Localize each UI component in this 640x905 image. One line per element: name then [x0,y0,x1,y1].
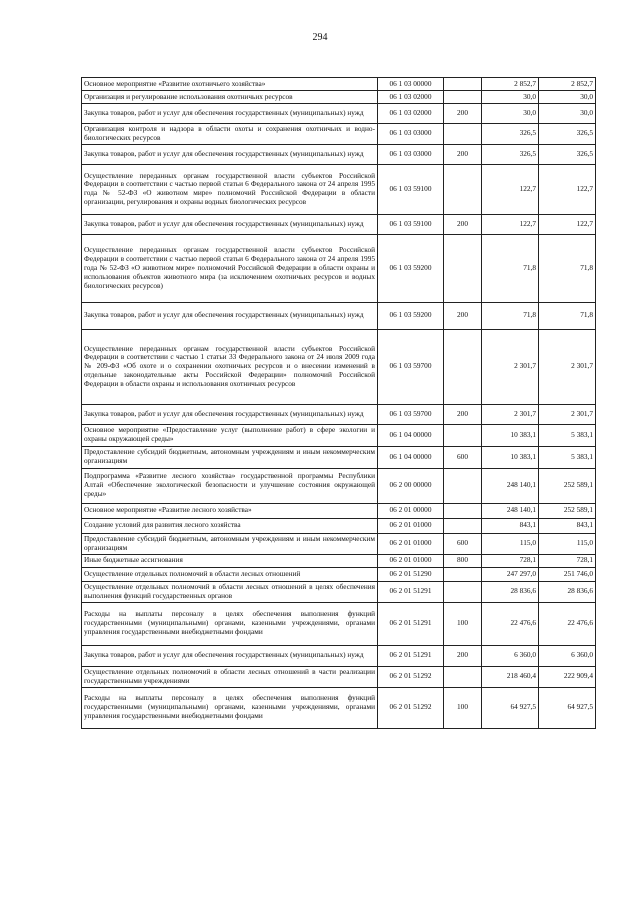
row-sum-year2-cell: 64 927,5 [539,687,596,728]
row-expense-type-cell: 200 [444,302,482,329]
row-sum-year2-cell: 5 383,1 [539,446,596,468]
row-expense-type-cell: 200 [444,214,482,234]
row-name-cell: Закупка товаров, работ и услуг для обеспечения государственных (муниципальных) нужд [82,214,378,234]
budget-table-body [82,78,596,729]
row-name-cell: Осуществление отдельных полномочий в области лесных отношений в части реализации государственными учреждениями [82,666,378,687]
row-expense-type-cell [444,581,482,602]
row-expense-type-cell [444,468,482,503]
row-sum-year1-cell: 122,7 [482,164,539,214]
row-sum-year1-cell: 248 140,1 [482,468,539,503]
row-sum-year2-cell: 5 383,1 [539,424,596,446]
row-expense-type-cell [444,234,482,302]
row-name-cell: Закупка товаров, работ и услуг для обеспечения государственных (муниципальных) нужд [82,302,378,329]
row-code-cell: 06 1 03 59200 [378,234,444,302]
row-expense-type-cell [444,78,482,91]
row-sum-year1-cell: 326,5 [482,144,539,164]
table-row [82,124,596,145]
row-code-cell: 06 2 01 51292 [378,666,444,687]
row-sum-year2-cell: 326,5 [539,144,596,164]
row-code-cell: 06 1 03 59700 [378,404,444,424]
row-code-cell: 06 2 01 51291 [378,645,444,666]
row-sum-year2-cell: 115,0 [539,533,596,554]
row-sum-year1-cell: 122,7 [482,214,539,234]
row-sum-year1-cell: 71,8 [482,302,539,329]
row-sum-year1-cell: 2 852,7 [482,78,539,91]
row-sum-year1-cell: 115,0 [482,533,539,554]
table-row [82,446,596,468]
page-number: 294 [312,32,328,43]
row-code-cell: 06 1 03 59700 [378,329,444,404]
table-row [82,518,596,533]
row-sum-year1-cell: 326,5 [482,124,539,145]
row-code-cell: 06 2 01 51290 [378,567,444,581]
table-row [82,581,596,602]
row-sum-year1-cell: 64 927,5 [482,687,539,728]
row-name-cell: Закупка товаров, работ и услуг для обеспечения государственных (муниципальных) нужд [82,104,378,124]
row-sum-year2-cell: 71,8 [539,302,596,329]
row-sum-year1-cell: 248 140,1 [482,503,539,518]
table-row [82,602,596,645]
row-expense-type-cell [444,329,482,404]
row-expense-type-cell [444,91,482,104]
row-name-cell: Организация контроля и надзора в области охоты и сохранения охотничьих и водно-биологических ресурсов [82,124,378,145]
row-name-cell: Расходы на выплаты персоналу в целях обеспечения выполнения функций государственными (муниципальными) органами, казенными учреждениями, органами управления государственными внебюджетными фондами [82,687,378,728]
row-sum-year1-cell: 10 383,1 [482,424,539,446]
row-sum-year2-cell: 28 836,6 [539,581,596,602]
row-name-cell: Осуществление отдельных полномочий в области лесных отношений [82,567,378,581]
row-expense-type-cell [444,424,482,446]
row-expense-type-cell: 200 [444,104,482,124]
table-row [82,645,596,666]
row-sum-year2-cell: 251 746,0 [539,567,596,581]
row-sum-year2-cell: 30,0 [539,104,596,124]
row-sum-year2-cell: 71,8 [539,234,596,302]
table-row [82,567,596,581]
table-row [82,424,596,446]
row-sum-year2-cell: 728,1 [539,554,596,567]
row-sum-year2-cell: 252 589,1 [539,503,596,518]
row-code-cell: 06 2 01 00000 [378,503,444,518]
row-sum-year1-cell: 6 360,0 [482,645,539,666]
row-name-cell: Закупка товаров, работ и услуг для обеспечения государственных (муниципальных) нужд [82,144,378,164]
row-code-cell: 06 1 03 02000 [378,91,444,104]
row-name-cell: Закупка товаров, работ и услуг для обеспечения государственных (муниципальных) нужд [82,404,378,424]
row-expense-type-cell [444,567,482,581]
row-sum-year2-cell: 2 852,7 [539,78,596,91]
table-row [82,214,596,234]
row-name-cell: Основное мероприятие «Предоставление услуг (выполнение работ) в сфере экологии и охраны окружающей среды» [82,424,378,446]
row-code-cell: 06 1 03 59200 [378,302,444,329]
row-name-cell: Основное мероприятие «Развитие охотничьего хозяйства» [82,78,378,91]
table-row [82,234,596,302]
row-sum-year1-cell: 30,0 [482,104,539,124]
row-expense-type-cell [444,164,482,214]
row-expense-type-cell: 100 [444,602,482,645]
row-sum-year1-cell: 728,1 [482,554,539,567]
row-sum-year1-cell: 2 301,7 [482,329,539,404]
table-row [82,666,596,687]
table-row [82,104,596,124]
row-sum-year2-cell: 6 360,0 [539,645,596,666]
table-row [82,164,596,214]
row-name-cell: Закупка товаров, работ и услуг для обеспечения государственных (муниципальных) нужд [82,645,378,666]
table-row [82,687,596,728]
row-code-cell: 06 2 01 51291 [378,602,444,645]
row-code-cell: 06 1 03 03000 [378,124,444,145]
budget-table [81,77,596,729]
row-expense-type-cell: 200 [444,144,482,164]
row-sum-year1-cell: 30,0 [482,91,539,104]
table-row [82,329,596,404]
row-code-cell: 06 2 00 00000 [378,468,444,503]
table-row [82,91,596,104]
row-expense-type-cell: 600 [444,446,482,468]
row-sum-year2-cell: 252 589,1 [539,468,596,503]
row-expense-type-cell [444,518,482,533]
row-code-cell: 06 2 01 01000 [378,533,444,554]
table-row [82,404,596,424]
row-expense-type-cell [444,503,482,518]
row-sum-year2-cell: 122,7 [539,164,596,214]
row-sum-year1-cell: 2 301,7 [482,404,539,424]
row-expense-type-cell: 600 [444,533,482,554]
row-code-cell: 06 1 04 00000 [378,424,444,446]
row-name-cell: Предоставление субсидий бюджетным, автономным учреждениям и иным некоммерческим организациям [82,533,378,554]
table-row [82,554,596,567]
row-code-cell: 06 2 01 01000 [378,518,444,533]
row-name-cell: Осуществление переданных органам государственной власти субъектов Российской Федерации в соответствии с частью первой статьи 6 Федерального закона от 24 апреля 1995 года № 52-ФЗ «О животном мире» полномочий Российской Федерации в области организации, регулирования и охраны водных биологических ресурсов [82,164,378,214]
row-sum-year2-cell: 2 301,7 [539,404,596,424]
row-expense-type-cell [444,666,482,687]
row-code-cell: 06 2 01 51291 [378,581,444,602]
row-sum-year2-cell: 2 301,7 [539,329,596,404]
row-sum-year2-cell: 122,7 [539,214,596,234]
row-name-cell: Основное мероприятие «Развитие лесного хозяйства» [82,503,378,518]
row-sum-year2-cell: 843,1 [539,518,596,533]
table-row [82,468,596,503]
row-sum-year2-cell: 222 909,4 [539,666,596,687]
row-code-cell: 06 2 01 51292 [378,687,444,728]
row-sum-year1-cell: 218 460,4 [482,666,539,687]
row-name-cell: Предоставление субсидий бюджетным, автономным учреждениям и иным некоммерческим организациям [82,446,378,468]
row-sum-year1-cell: 22 476,6 [482,602,539,645]
row-name-cell: Организация и регулирование использования охотничьих ресурсов [82,91,378,104]
row-name-cell: Создание условий для развития лесного хозяйства [82,518,378,533]
row-name-cell: Иные бюджетные ассигнования [82,554,378,567]
row-code-cell: 06 1 03 03000 [378,144,444,164]
row-sum-year1-cell: 843,1 [482,518,539,533]
row-expense-type-cell [444,124,482,145]
row-name-cell: Осуществление переданных органам государственной власти субъектов Российской Федерации в соответствии с частью 1 статьи 33 Федерального закона от 24 июля 2009 года № 209-ФЗ «Об охоте и о сохранении охотничьих ресурсов и о внесении изменений в отдельные законодательные акты Российской Федерации» полномочий Российской Федерации в области охраны и использования охотничьих ресурсов [82,329,378,404]
row-code-cell: 06 1 04 00000 [378,446,444,468]
row-code-cell: 06 1 03 59100 [378,164,444,214]
table-row [82,302,596,329]
table-row [82,503,596,518]
row-name-cell: Подпрограмма «Развитие лесного хозяйства» государственной программы Республики Алтай «Обеспечение экологической безопасности и улучшение состояния окружающей среды» [82,468,378,503]
row-sum-year2-cell: 326,5 [539,124,596,145]
row-code-cell: 06 1 03 00000 [378,78,444,91]
row-code-cell: 06 2 01 01000 [378,554,444,567]
row-sum-year1-cell: 10 383,1 [482,446,539,468]
table-row [82,144,596,164]
table-row [82,78,596,91]
row-sum-year1-cell: 247 297,0 [482,567,539,581]
row-sum-year1-cell: 28 836,6 [482,581,539,602]
row-expense-type-cell: 200 [444,645,482,666]
row-code-cell: 06 1 03 02000 [378,104,444,124]
row-sum-year2-cell: 30,0 [539,91,596,104]
row-expense-type-cell: 800 [444,554,482,567]
row-code-cell: 06 1 03 59100 [378,214,444,234]
row-sum-year1-cell: 71,8 [482,234,539,302]
table-row [82,533,596,554]
row-name-cell: Осуществление переданных органам государственной власти субъектов Российской Федерации в соответствии с частью первой статьи 6 Федерального закона от 24 апреля 1995 года № 52-ФЗ «О животном мире» полномочий Российской Федерации в области охраны и использования объектов животного мира (за исключением охотничьих ресурсов и водных биологических ресурсов) [82,234,378,302]
row-expense-type-cell: 200 [444,404,482,424]
row-expense-type-cell: 100 [444,687,482,728]
row-name-cell: Осуществление отдельных полномочий в области лесных отношений в целях обеспечения выполнения функций государственных органов [82,581,378,602]
row-name-cell: Расходы на выплаты персоналу в целях обеспечения выполнения функций государственными (муниципальными) органами, казенными учреждениями, органами управления государственными внебюджетными фондами [82,602,378,645]
row-sum-year2-cell: 22 476,6 [539,602,596,645]
